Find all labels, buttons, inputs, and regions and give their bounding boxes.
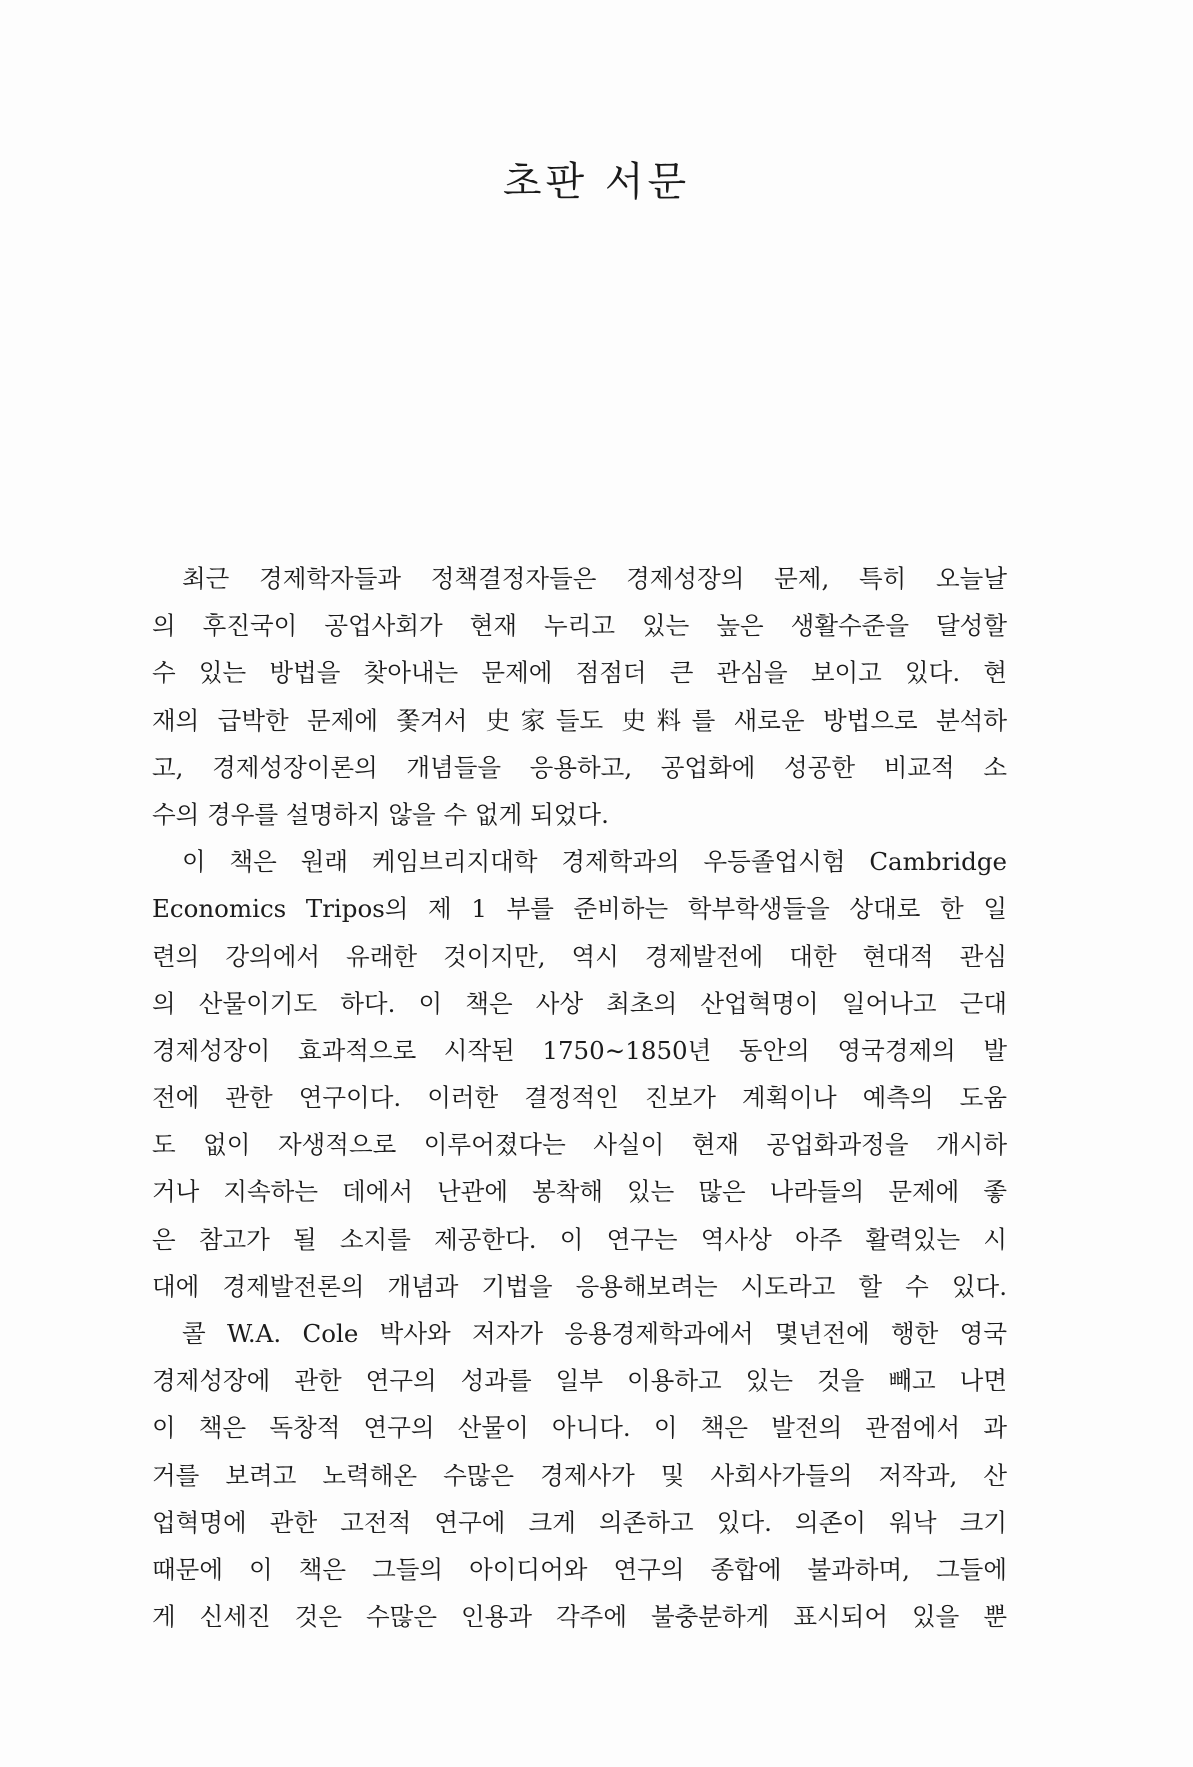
text-line: 거를 보려고 노력해온 수많은 경제사가 및 사회사가들의 저작과, 산 (152, 1460, 1007, 1490)
text-line: 때문에 이 책은 그들의 아이디어와 연구의 종합에 불과하며, 그들에 (152, 1554, 1007, 1584)
text-line: 대에 경제발전론의 개념과 기법을 응용해보려는 시도라고 할 수 있다. (152, 1271, 1007, 1301)
text-line: 도 없이 자생적으로 이루어졌다는 사실이 현재 공업화과정을 개시하 (152, 1130, 1007, 1160)
text-line: 경제성장에 관한 연구의 성과를 일부 이용하고 있는 것을 빼고 나면 (152, 1366, 1007, 1396)
text-line: 의 산물이기도 하다. 이 책은 사상 최초의 산업혁명이 일어나고 근대 (152, 988, 1007, 1018)
text-line: 수의 경우를 설명하지 않을 수 없게 되었다. (152, 799, 609, 829)
text-line: 최근 경제학자들과 정책결정자들은 경제성장의 문제, 특히 오늘날 (182, 564, 1007, 593)
text-line: 업혁명에 관한 고전적 연구에 크게 의존하고 있다. 의존이 워낙 크기 (152, 1507, 1007, 1537)
text-line: 콜 W.A. Cole 박사와 저자가 응용경제학과에서 몇년전에 행한 영국 (182, 1319, 1007, 1348)
text-line: 이 책은 원래 케임브리지대학 경제학과의 우등졸업시험 Cambridge (182, 847, 1007, 877)
text-line: Economics Tripos의 제 1 부를 준비하는 학부학생들을 상대로 한 일 (152, 894, 1007, 924)
text-line: 은 참고가 될 소지를 제공한다. 이 연구는 역사상 아주 활력있는 시 (152, 1224, 1007, 1254)
page-title: 초판 서문 (502, 159, 691, 205)
text-line: 재의 급박한 문제에 쫓겨서 史家들도 史料를 새로운 방법으로 분석하 (152, 705, 1007, 735)
text-line: 게 신세진 것은 수많은 인용과 각주에 불충분하게 표시되어 있을 뿐 (152, 1602, 1007, 1632)
text-line: 이 책은 독창적 연구의 산물이 아니다. 이 책은 발전의 관점에서 과 (152, 1413, 1007, 1443)
text-line: 거나 지속하는 데에서 난관에 봉착해 있는 많은 나라들의 문제에 좋 (152, 1177, 1007, 1207)
body-text (152, 555, 1007, 1640)
text-line: 전에 관한 연구이다. 이러한 결정적인 진보가 계획이나 예측의 도움 (152, 1083, 1007, 1113)
text-line: 수 있는 방법을 찾아내는 문제에 점점더 큰 관심을 보이고 있다. 현 (152, 658, 1007, 688)
text-line: 의 후진국이 공업사회가 현재 누리고 있는 높은 생활수준을 달성할 (152, 611, 1007, 641)
text-line: 련의 강의에서 유래한 것이지만, 역시 경제발전에 대한 현대적 관심 (152, 941, 1007, 971)
text-line: 고, 경제성장이론의 개념들을 응용하고, 공업화에 성공한 비교적 소 (152, 752, 1007, 782)
text-line: 경제성장이 효과적으로 시작된 1750∼1850년 동안의 영국경제의 발 (152, 1035, 1007, 1065)
